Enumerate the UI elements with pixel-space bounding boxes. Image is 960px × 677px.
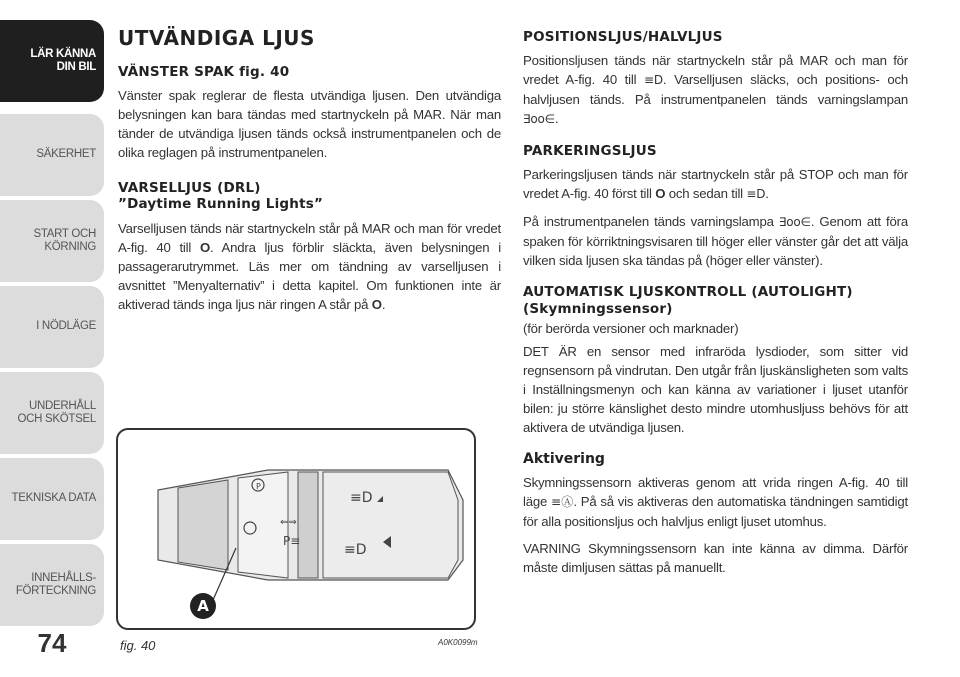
low-beam-icon: ≡D	[746, 187, 766, 202]
paragraph-vanster-spak: Vänster spak reglerar de flesta utvändiga ljusen. Den utvändiga belysningen kan bara tändas med startnyckeln på MAR. När man tänder de utvändiga ljusen tänds också instrumentpanelen och de olika reglagen på instrumentpanelen.	[118, 88, 501, 161]
section-heading-positionsljus: POSITIONSLJUS/HALVLJUS	[523, 29, 723, 45]
page-title: UTVÄNDIGA LJUS	[118, 26, 315, 50]
text-fragment: Positionsljusen tänds när startnyckeln står på MAR och man för vredet A-fig. 40 till	[523, 53, 908, 88]
heading-line: AUTOMATISK LJUSKONTROLL (AUTOLIGHT)	[523, 284, 853, 301]
text-fragment: .	[554, 111, 559, 127]
text-fragment: . På så vis aktiveras den automatiska tändningen samtidigt för alla positionsljus och halvljus enligt ljuset utomhus.	[523, 493, 908, 529]
svg-text:≡D: ≡D	[350, 490, 373, 506]
tab-label: I NÖDLÄGE	[36, 320, 96, 333]
paragraph-varselljus	[118, 219, 501, 314]
paragraph-parkeringsljus-2	[523, 212, 908, 270]
tab-tekniska-data[interactable]	[0, 458, 104, 540]
symbol-o: O	[199, 239, 210, 255]
tab-label: LÄR KÄNNA DIN BIL	[30, 47, 96, 73]
position-lamp-icon: ∃oo∈	[778, 215, 811, 230]
section-heading-parkeringsljus: PARKERINGSLJUS	[523, 143, 657, 160]
text-fragment: . Varselljusen släcks, och positions- och halvljusen tänds. På instrumentpanelen tänds varningslampan	[523, 72, 908, 108]
section-heading-vanster-spak: VÄNSTER SPAK fig. 40	[118, 64, 290, 80]
tab-label: INNEHÅLLS- FÖRTECKNING	[15, 571, 96, 597]
heading-line: (Skymningssensor)	[523, 300, 673, 317]
svg-text:≡D: ≡D	[344, 542, 367, 558]
figure-left-stalk	[116, 428, 476, 630]
tab-label: SÄKERHET	[36, 148, 96, 161]
text-fragment: och sedan till	[665, 186, 747, 202]
tab-sakerhet[interactable]	[0, 114, 104, 196]
label-text: A	[197, 597, 209, 615]
tab-lar-kanna-din-bil[interactable]	[0, 20, 104, 102]
chapter-sidebar	[0, 0, 104, 677]
text-fragment: På instrumentpanelen tänds varningslampa	[523, 214, 779, 230]
figure-label-a	[190, 593, 216, 619]
text-fragment: . Genom att föra spaken för körriktningsvisaren till höger eller vänster går det att välja vilken sida ljusen ska tändas på (höger eller vänster).	[523, 214, 908, 269]
section-heading-autolight	[523, 284, 908, 316]
symbol-o: O	[655, 186, 666, 202]
heading-line: VARSELLJUS (DRL)	[118, 180, 261, 197]
figure-caption: fig. 40	[120, 638, 156, 653]
text-fragment: Skymningssensorn aktiveras genom att vrida ringen A-fig. 40 till läge	[523, 474, 908, 509]
text-fragment: .	[765, 186, 769, 202]
text-fragment: . Andra ljus förblir släckta, även belysningen i passagerarutrymmet. Läs mer om tändning av varselljusen i avsnittet ”Menyalternativ” i detta kapitel. Om funktionen inte är aktiverad tänds inga ljus när ringen A står på	[118, 239, 501, 312]
heading-line: ”Daytime Running Lights”	[118, 196, 324, 213]
svg-text:⇐⇒: ⇐⇒	[280, 517, 297, 528]
tab-innehallsforteckning[interactable]	[0, 544, 104, 626]
page-number: 74	[37, 628, 67, 658]
auto-light-icon: ≡Ⓐ	[550, 494, 574, 509]
right-column	[523, 26, 908, 585]
paragraph-autolight: DET ÄR en sensor med infraröda lysdioder, som sitter vid regnsensorn på vindrutan. Den utgår från ljuskänsligheten som valts i Inställningsmenyn och kan känna av variationer i ljuset utanför bilen: ju större känslighet desto mindre utomhusljuss behövs för att aktivera de utvändiga ljusen.	[523, 343, 908, 435]
symbol-o: O	[371, 296, 382, 312]
tab-label: START OCH KÖRNING	[33, 227, 96, 253]
text-fragment: Varselljusen tänds när startnyckeln står på MAR och man för vredet A-fig. 40 till	[118, 220, 501, 255]
tab-label: TEKNISKA DATA	[11, 492, 96, 505]
figure-code: A0K0099m	[438, 638, 478, 647]
paragraph-varning: VARNING Skymningssensorn kan inte känna av dimma. Därför måste dimljusen sättas på manuellt.	[523, 540, 908, 575]
position-lamp-icon: ∃oo∈	[523, 112, 555, 127]
tab-underhall-och-skotsel[interactable]	[0, 372, 104, 454]
section-heading-varselljus	[118, 180, 501, 212]
svg-text:P≡: P≡	[283, 534, 301, 548]
paragraph-positionsljus	[523, 51, 908, 129]
section-heading-aktivering: Aktivering	[523, 450, 605, 467]
left-column	[118, 26, 501, 322]
autolight-note: (för berörda versioner och marknader)	[523, 320, 739, 336]
paragraph-aktivering	[523, 473, 908, 531]
stalk-illustration	[118, 430, 474, 628]
tab-i-nodlage[interactable]	[0, 286, 104, 368]
tab-label: UNDERHÅLL OCH SKÖTSEL	[17, 399, 96, 425]
text-fragment: Parkeringsljusen tänds när startnyckeln står på STOP och man för vredet A-fig. 40 först till	[523, 167, 908, 202]
svg-text:P: P	[256, 482, 261, 491]
tab-start-och-korning[interactable]	[0, 200, 104, 282]
text-fragment: .	[381, 296, 386, 312]
low-beam-icon: ≡D	[644, 73, 663, 88]
paragraph-parkeringsljus	[523, 165, 908, 204]
